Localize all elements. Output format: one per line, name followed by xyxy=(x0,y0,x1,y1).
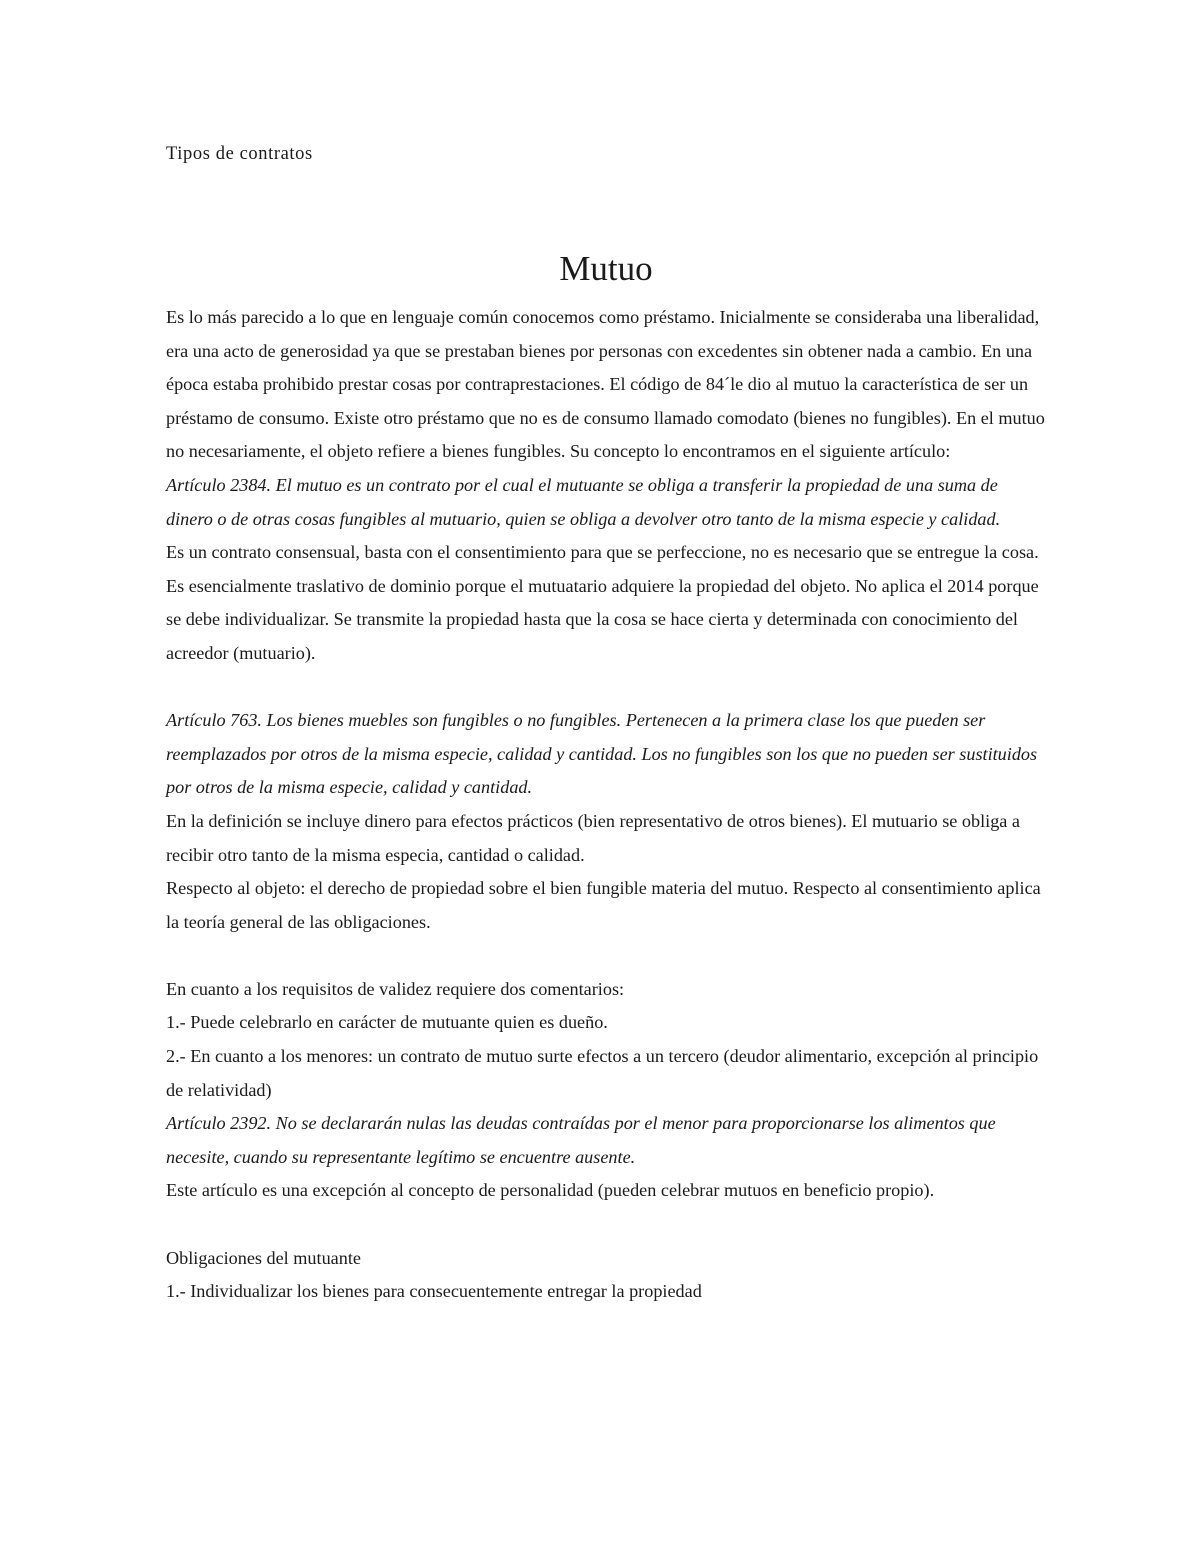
spacer xyxy=(166,939,1046,973)
paragraph-excepcion: Este artículo es una excepción al concepto de personalidad (pueden celebrar mutuos en beneficio propio). xyxy=(166,1180,935,1201)
paragraph-objeto: Respecto al objeto: el derecho de propiedad sobre el bien fungible materia del mutuo. Respecto al consentimiento aplica la teoría general de las obligaciones. xyxy=(166,878,1041,932)
document-title: Mutuo xyxy=(559,249,653,288)
section-heading-obligaciones: Obligaciones del mutuante xyxy=(166,1247,361,1268)
spacer xyxy=(166,671,1046,705)
list-item: 2.- En cuanto a los menores: un contrato de mutuo surte efectos a un tercero (deudor alimentario, excepción al principio de relatividad) xyxy=(166,1046,1039,1100)
list-item: 1.- Individualizar los bienes para consecuentemente entregar la propiedad xyxy=(166,1281,702,1302)
paragraph-consensual: Es un contrato consensual, basta con el consentimiento para que se perfeccione, no es necesario que se entregue la cosa. xyxy=(166,542,1039,563)
paragraph-definicion: En la definición se incluye dinero para efectos prácticos (bien representativo de otros bienes). El mutuario se obliga a recibir otro tanto de la misma especia, cantidad o calidad. xyxy=(166,810,1020,865)
document-body xyxy=(166,301,1046,1309)
list-item: 1.- Puede celebrarlo en carácter de mutuante quien es dueño. xyxy=(166,1012,608,1033)
quote-article-763: Artículo 763. Los bienes muebles son fungibles o no fungibles. Pertenecen a la primera clase los que pueden ser reemplazados por otros de la misma especie, calidad y cantidad. Los no fungibles son los que no pueden ser sustituidos por otros de la misma especie, calidad y cantidad. xyxy=(166,710,1038,798)
spacer xyxy=(166,1208,1046,1242)
quote-article-2392: Artículo 2392. No se declararán nulas las deudas contraídas por el menor para proporcionarse los alimentos que necesite, cuando su representante legítimo se encuentre ausente. xyxy=(166,1113,996,1167)
paragraph-intro: Es lo más parecido a lo que en lenguaje común conocemos como préstamo. Inicialmente se consideraba una liberalidad, era una acto de generosidad ya que se prestaban bienes por personas con excedentes sin obtener nada a cambio. En una época estaba prohibido prestar cosas por contraprestaciones. El código de 84´le dio al mutuo la característica de ser un préstamo de consumo. Existe otro préstamo que no es de consumo llamado comodato (bienes no fungibles). En el mutuo no necesariamente, el objeto refiere a bienes fungibles. Su concepto lo encontramos en el siguiente artículo: xyxy=(166,307,1045,462)
paragraph-requisitos: En cuanto a los requisitos de validez requiere dos comentarios: xyxy=(166,978,625,999)
paragraph-traslativo: Es esencialmente traslativo de dominio porque el mutuatario adquiere la propiedad del objeto. No aplica el 2014 porque se debe individualizar. Se transmite la propiedad hasta que la cosa se hace cierta y determinada con conocimiento del acreedor (mutuario). xyxy=(166,575,1039,663)
quote-article-2384: Artículo 2384. El mutuo es un contrato por el cual el mutuante se obliga a transferir la propiedad de una suma de dinero o de otras cosas fungibles al mutuario, quien se obliga a devolver otro tanto de la misma especie y calidad. xyxy=(166,474,1001,529)
document-label: Tipos de contratos xyxy=(166,144,313,164)
document-page xyxy=(166,141,1046,1309)
